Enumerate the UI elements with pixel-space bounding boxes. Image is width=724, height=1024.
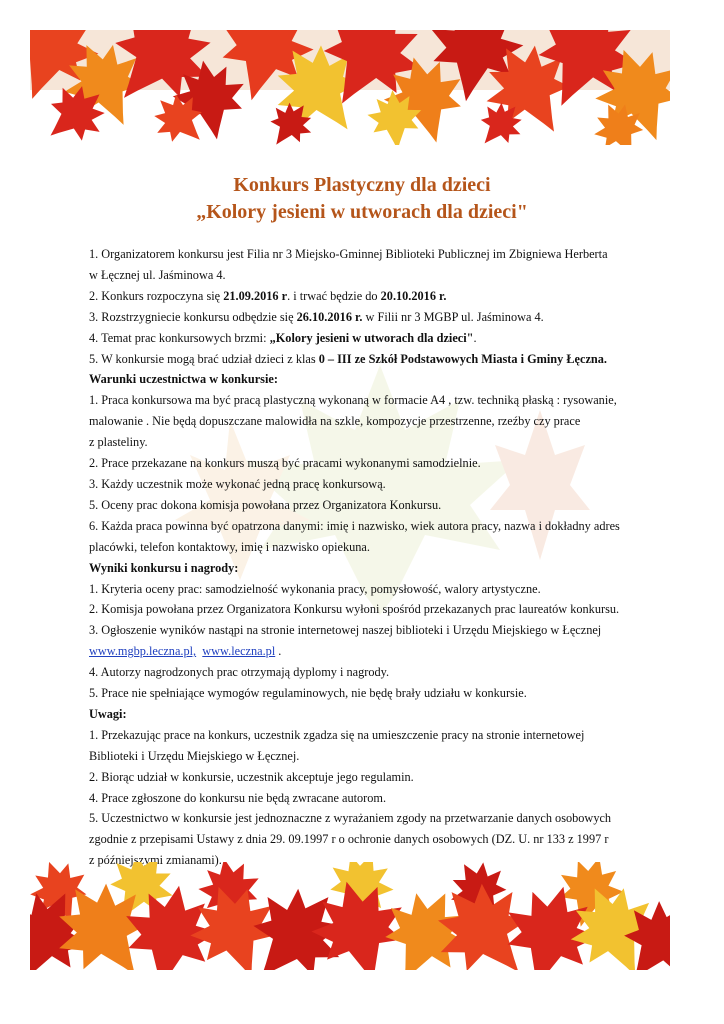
start-date: 21.09.2016 r	[223, 288, 288, 303]
note-4: 4. Prace zgłoszone do konkursu nie będą zwracane autorom.	[89, 790, 387, 805]
section-heading-conditions: Warunki uczestnictwa w konkursie:	[89, 372, 278, 387]
note-5c: z późniejszymi zmianami).	[89, 853, 222, 868]
paragraph-dates: 2. Konkurs rozpoczyna się 21.09.2016 r. i trwać będzie do 20.10.2016 r.	[89, 288, 447, 303]
paragraph-results-date: 3. Rozstrzygniecie konkursu odbędzie się 26.10.2016 r. w Filii nr 3 MGBP ul. Jaśminowa 4.	[89, 309, 544, 324]
section-heading-notes: Uwagi:	[89, 706, 127, 721]
end-date: 20.10.2016 r.	[380, 288, 447, 303]
autumn-leaves-image	[30, 862, 670, 970]
library-website-link[interactable]: www.mgbp.leczna.pl,	[89, 644, 197, 659]
top-leaves-decoration	[30, 30, 670, 145]
note-5b: zgodnie z przepisami Ustawy z dnia 29. 09.1997 r o ochronie danych osobowych (DZ. U. nr 133 z 1997 r	[89, 832, 609, 847]
note-1a: 1. Przekazując prace na konkurs, uczestnik zgadza się na umieszczenie pracy na stronie internetowej	[89, 727, 585, 742]
result-5: 5. Prace nie spełniające wymogów regulaminowych, nie będę brały udziału w konkursie.	[89, 686, 527, 701]
note-5a: 5. Uczestnictwo w konkursie jest jednoznaczne z wyrażaniem zgody na przetwarzanie danych osobowych	[89, 811, 612, 826]
paragraph-organizer-2: w Łęcznej ul. Jaśminowa 4.	[89, 267, 226, 282]
note-1b: Biblioteki i Urzędu Miejskiego w Łęcznej.	[89, 748, 300, 763]
condition-1b: malowanie . Nie będą dopuszczane malowidła na szkle, kompozycje przestrzenne, rzeźby czy prace	[89, 414, 581, 429]
result-3-links: www.mgbp.leczna.pl, www.leczna.pl .	[89, 644, 282, 659]
result-4: 4. Autorzy nagrodzonych prac otrzymają dyplomy i nagrody.	[89, 665, 390, 680]
result-3a: 3. Ogłoszenie wyników nastąpi na stronie internetowej naszej biblioteki i Urzędu Miejskiego w Łęcznej	[89, 623, 602, 638]
condition-1c: z plasteliny.	[89, 435, 148, 450]
section-heading-results: Wyniki konkursu i nagrody:	[89, 560, 239, 575]
condition-6a: 6. Każda praca powinna być opatrzona danymi: imię i nazwisko, wiek autora pracy, nazwa i dokładny adres	[89, 518, 620, 533]
autumn-leaves-image	[30, 30, 670, 145]
participants-classes: 0 – III ze Szkół Podstawowych Miasta i Gminy Łęczna.	[318, 351, 607, 366]
condition-6b: placówki, telefon kontaktowy, imię i nazwisko opiekuna.	[89, 539, 370, 554]
bottom-leaves-decoration	[30, 862, 670, 970]
results-date: 26.10.2016 r.	[296, 309, 363, 324]
condition-3: 3. Każdy uczestnik może wykonać jedną pracę konkursową.	[89, 476, 386, 491]
condition-1a: 1. Praca konkursowa ma być pracą plastyczną wykonaną w formacie A4 , tzw. techniką płaską : rysowanie,	[89, 393, 617, 408]
result-1: 1. Kryteria oceny prac: samodzielność wykonania pracy, pomysłowość, walory artystyczne.	[89, 581, 541, 596]
regulations-body	[89, 244, 649, 871]
page-subtitle: „Kolory jesieni w utworach dla dzieci"	[196, 201, 528, 223]
paragraph-topic: 4. Temat prac konkursowych brzmi: „Kolory jesieni w utworach dla dzieci".	[89, 330, 477, 345]
contest-topic: „Kolory jesieni w utworach dla dzieci"	[269, 330, 474, 345]
paragraph-organizer-1: 1. Organizatorem konkursu jest Filia nr 3 Miejsko-Gminnej Biblioteki Publicznej im Zbigniewa Herberta	[89, 247, 608, 261]
note-2: 2. Biorąc udział w konkursie, uczestnik akceptuje jego regulamin.	[89, 769, 414, 784]
paragraph-participants: 5. W konkursie mogą brać udział dzieci z klas 0 – III ze Szkół Podstawowych Miasta i Gminy Łęczna.	[89, 351, 607, 366]
city-website-link[interactable]: www.leczna.pl	[202, 644, 276, 659]
result-2: 2. Komisja powołana przez Organizatora Konkursu wyłoni spośród przekazanych prac laureatów konkursu.	[89, 602, 620, 617]
page-title: Konkurs Plastyczny dla dzieci	[233, 174, 491, 196]
condition-5: 5. Oceny prac dokona komisja powołana przez Organizatora Konkursu.	[89, 497, 442, 512]
condition-2: 2. Prace przekazane na konkurs muszą być pracami wykonanymi samodzielnie.	[89, 456, 481, 471]
